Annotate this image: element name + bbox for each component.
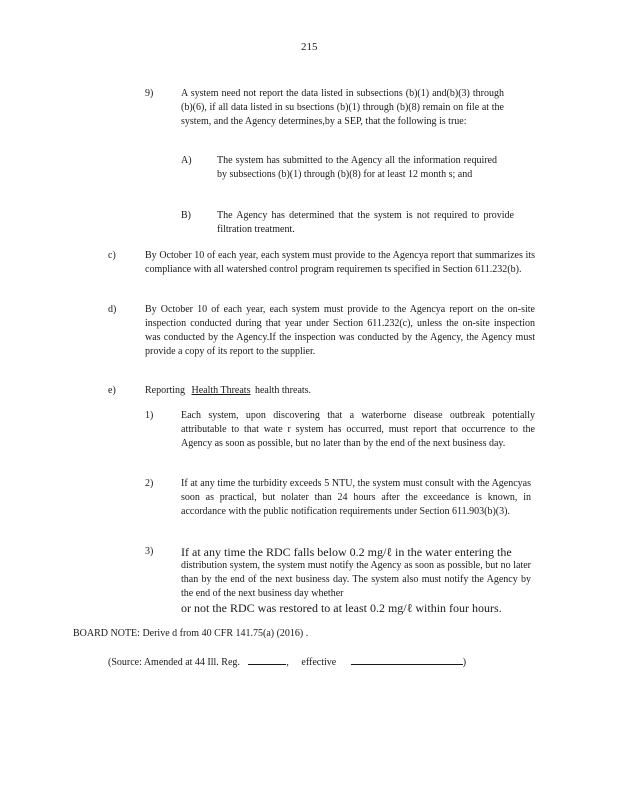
item-e2-label: 2) [145, 478, 154, 489]
item-9-text: A system need not report the data listed in subsections (b)(1) and(b)(3) through (b)(6), if all data listed in su bsections (b)(1) through (b)(8) remain on file at the system, and the Agency determines,by a SEP, that the following is true: [181, 88, 504, 127]
effective-date-blank[interactable] [351, 654, 463, 665]
source-close: ) [462, 657, 467, 668]
item-e-suffix: health threats. [254, 385, 312, 396]
source-comma: , [286, 657, 289, 668]
item-9a-text: The system has submitted to the Agency all the information required by subsections (b)(1) through (b)(8) for at least 12 month s; and [217, 155, 497, 180]
item-e2-text: If at any time the turbidity exceeds 5 NTU, the system must consult with the Agencyas soon as practical, but nolater than 24 hours after the exceedance is known, in accordance with the public notification requirements under Section 611.903(b)(3). [181, 478, 531, 517]
item-e1-text: Each system, upon discovering that a waterborne disease outbreak potentially attributable to that wate r system has occurred, must report that occurrence to the Agency as soon as possible, but no later than by the end of the next business day. [181, 410, 535, 449]
register-blank[interactable] [248, 654, 286, 665]
item-d-label: d) [108, 304, 117, 315]
board-note: BOARD NOTE: Derive d from 40 CFR 141.75(a) (2016) . [73, 628, 309, 639]
item-9-label: 9) [145, 88, 154, 99]
item-9b-label: B) [181, 210, 191, 221]
item-e3-line1: If at any time the RDC falls below 0.2 mg/ℓ in the water entering the [181, 545, 512, 559]
item-e3-middle: distribution system, the system must notify the Agency as soon as possible, but no later than by the end of the next business day. The system also must notify the Agency by the end of the next business day whether [181, 560, 531, 599]
item-c-label: c) [108, 250, 116, 261]
item-e3-label: 3) [145, 546, 154, 557]
source-prefix: (Source: Amended at 44 Ill. Reg. [108, 657, 240, 668]
source-effective: effective [301, 657, 337, 668]
item-e-label: e) [108, 385, 116, 396]
item-9a-label: A) [181, 155, 192, 166]
item-e-prefix: Reporting [145, 385, 185, 396]
source-line [108, 654, 466, 670]
item-e3-last: or not the RDC was restored to at least 0.2 mg/ℓ within four hours. [181, 601, 502, 615]
item-e1-label: 1) [145, 410, 154, 421]
item-d-text: By October 10 of each year, each system must provide to the Agencya report on the on-site inspection conducted during that year under Section 611.232(c), unless the on-site inspection was conducted by the Agency.If the inspection was conducted by the Agency, the Agency must provide a copy of its report to the supplier. [145, 304, 535, 357]
item-c-text: By October 10 of each year, each system must provide to the Agencya report that summarizes its compliance with all watershed control program requiremen ts specified in Section 611.232(b). [145, 250, 535, 275]
page-number: 215 [301, 41, 318, 53]
item-9b-text: The Agency has determined that the system is not required to provide filtration treatment. [217, 210, 514, 235]
item-e-underlined: Health Threats [191, 385, 251, 396]
item-e-heading [145, 384, 311, 398]
